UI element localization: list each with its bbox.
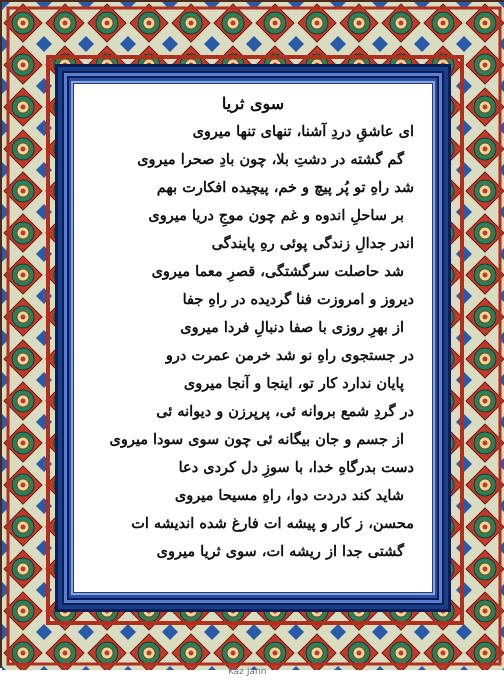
verse-line: دست بدرگاهِ خدا، با سوزِ دل کردی دعا: [178, 459, 414, 476]
verse-line: شد راهِ تو پُر پیچ و خم، پیچیده افکارت بهم: [156, 179, 414, 196]
poem-title: سوی ثریا: [221, 94, 285, 113]
verse-line: پایان ندارد کار تو، اینجا و آنجا میروی: [183, 375, 404, 392]
credit-text: Kaz Jann: [228, 667, 267, 677]
verse-line: دیروز و امروزت فنا گردیده در راهِ جفا: [182, 291, 414, 308]
verse-line: اندر جدالِ زندگی پوئی رهِ پایندگی: [211, 235, 414, 252]
verse-line: شاید کند دردت دوا، راهِ مسیحا میروی: [174, 487, 404, 504]
verse-line: بر ساحلِ اندوه و غم چون موجِ دریا میروی: [148, 207, 404, 224]
verse-line: گم گشته در دشتِ بلا، چون بادِ صحرا میروی: [137, 151, 404, 168]
verse-line: در جستجوی راهِ نو شد خرمن عمرت درو: [165, 347, 414, 364]
verse-line: در گردِ شمع بروانه ئی، پرپرزن و دیوانه ئی: [156, 403, 414, 420]
verse-line: از بهرِ روزی با صفا دنبالِ فردا میروی: [180, 319, 404, 336]
verse-line: گشتی جدا از ریشه ات، سوی ثریا میروی: [156, 543, 404, 560]
poem-page: [73, 83, 433, 593]
verse-line: محسن، ز کار و پیشه ات فارغ شده اندیشه ات: [131, 515, 414, 532]
verse-line: شد حاصلت سرگشتگی، قصرِ معما میروی: [151, 263, 404, 280]
verse-line: از جسم و جان بیگانه ئی چون سوی سودا میروی: [109, 431, 404, 448]
verse-line: ای عاشقِ دردِ آشنا، تنهای تنها میروی: [192, 123, 414, 140]
